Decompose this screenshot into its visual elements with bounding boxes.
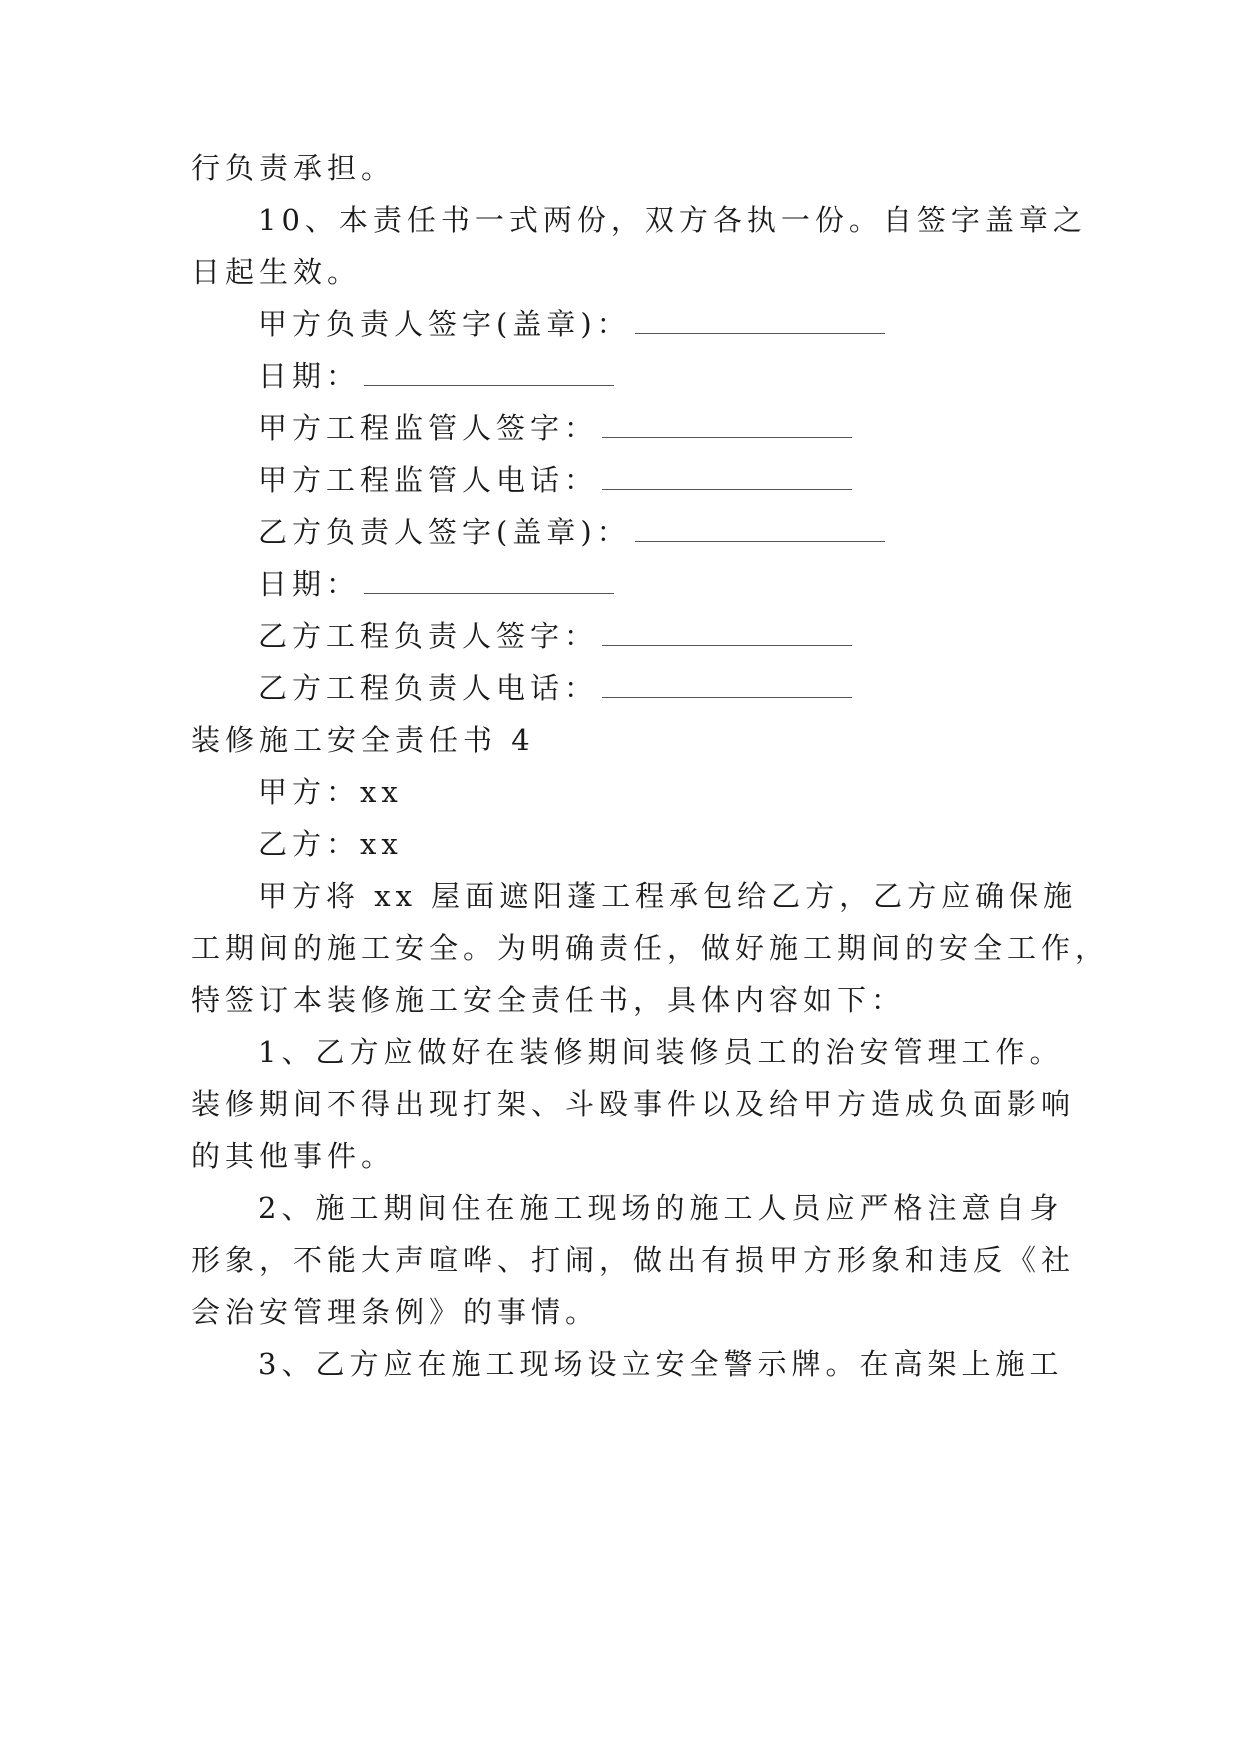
- signature-blank: [364, 569, 614, 594]
- text-line: 特签订本装修施工安全责任书，具体内容如下：: [191, 983, 906, 1017]
- signature-label: 甲方工程监管人电话：: [258, 463, 599, 497]
- signature-line: [258, 514, 885, 550]
- signature-label: 日期：: [258, 567, 361, 601]
- signature-line: [258, 670, 852, 706]
- section-title: 装修施工安全责任书 4: [191, 723, 535, 757]
- text-line: 行负责承担。: [191, 151, 396, 185]
- text-line: 1、乙方应做好在装修期间装修员工的治安管理工作。: [258, 1035, 1064, 1069]
- signature-blank: [635, 517, 885, 542]
- signature-label: 日期：: [258, 359, 361, 393]
- signature-blank: [602, 465, 852, 490]
- signature-label: 乙方工程负责人电话：: [258, 671, 599, 705]
- signature-label: 乙方负责人签字(盖章)：: [258, 515, 631, 549]
- text-line: 工期间的施工安全。为明确责任，做好施工期间的安全工作，: [191, 931, 1110, 965]
- signature-label: 乙方工程负责人签字：: [258, 619, 599, 653]
- signature-blank: [602, 413, 852, 438]
- signature-line: [258, 566, 614, 602]
- party-a: 甲方：xx: [258, 775, 403, 809]
- text-line: 日起生效。: [191, 255, 362, 289]
- text-line: 形象，不能大声喧哗、打闹，做出有损甲方形象和违反《社: [191, 1243, 1076, 1277]
- signature-line: [258, 358, 614, 394]
- signature-line: [258, 410, 852, 446]
- text-line: 甲方将 xx 屋面遮阳蓬工程承包给乙方，乙方应确保施: [258, 879, 1078, 913]
- signature-label: 甲方工程监管人签字：: [258, 411, 599, 445]
- text-line: 3、乙方应在施工现场设立安全警示牌。在高架上施工: [258, 1347, 1064, 1381]
- signature-blank: [602, 621, 852, 646]
- signature-line: [258, 618, 852, 654]
- text-line: 会治安管理条例》的事情。: [191, 1295, 600, 1329]
- text-line: 10、本责任书一式两份，双方各执一份。自签字盖章之: [258, 203, 1087, 237]
- signature-label: 甲方负责人签字(盖章)：: [258, 307, 631, 341]
- signature-blank: [635, 309, 885, 334]
- signature-line: [258, 306, 885, 342]
- text-line: 2、施工期间住在施工现场的施工人员应严格注意自身: [258, 1191, 1064, 1225]
- text-line: 的其他事件。: [191, 1139, 396, 1173]
- signature-blank: [602, 673, 852, 698]
- signature-line: [258, 462, 852, 498]
- text-line: 装修期间不得出现打架、斗殴事件以及给甲方造成负面影响: [191, 1087, 1076, 1121]
- signature-blank: [364, 361, 614, 386]
- party-b: 乙方：xx: [258, 827, 403, 861]
